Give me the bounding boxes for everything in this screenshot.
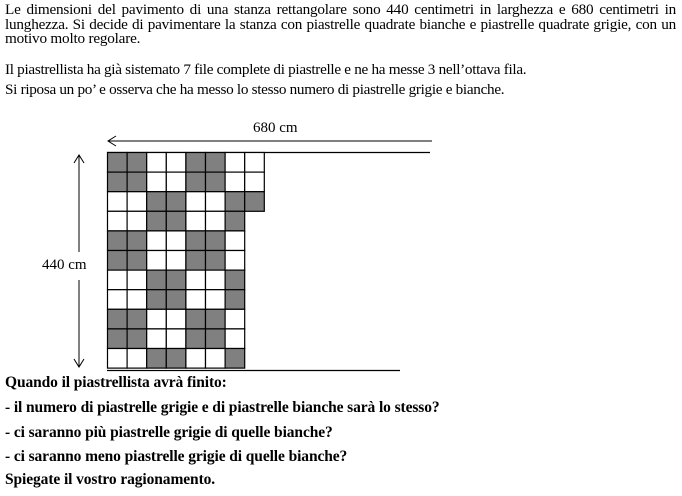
problem-line-tiles-placed: Il piastrellista ha già sistemato 7 file complete di piastrelle e ne ha messe 3 nell’ottava fila. [5,61,527,78]
grey-tile [166,211,186,231]
grey-tile [206,153,226,173]
white-tile [206,290,226,310]
grey-tile [108,231,128,251]
grey-tile [166,349,186,369]
white-tile [225,309,245,329]
white-tile [186,211,206,231]
grey-tile [186,251,206,271]
grey-tile [108,309,128,329]
question-fewer-grey: - ci saranno meno piastrelle grigie di quelle bianche? [5,448,348,465]
white-tile [127,192,147,212]
white-tile [147,153,167,173]
white-tile [206,192,226,212]
grey-tile [206,172,226,192]
questions-heading: Quando il piastrellista avrà finito: [5,374,227,391]
white-tile [108,349,128,369]
grey-tile [147,211,167,231]
grey-tile [225,270,245,290]
grey-tile [166,270,186,290]
white-tile [147,329,167,349]
white-tile [127,290,147,310]
white-tile [206,270,226,290]
grey-tile [127,231,147,251]
white-tile [108,290,128,310]
grey-tile [186,153,206,173]
white-tile [225,329,245,349]
grey-tile [127,309,147,329]
white-tile [186,192,206,212]
grey-tile [147,349,167,369]
white-tile [166,329,186,349]
white-tile [108,270,128,290]
white-tile [166,153,186,173]
white-tile [127,211,147,231]
white-tile [147,231,167,251]
white-tile [206,211,226,231]
grey-tile [127,251,147,271]
grey-tile [108,172,128,192]
white-tile [245,172,265,192]
white-tile [147,251,167,271]
grey-tile [186,231,206,251]
white-tile [225,251,245,271]
white-tile [147,172,167,192]
white-tile [147,309,167,329]
white-tile [166,251,186,271]
white-tile [127,349,147,369]
grey-tile [225,192,245,212]
white-tile [166,172,186,192]
grey-tile [108,251,128,271]
grey-tile [206,251,226,271]
grey-tile [206,329,226,349]
grey-tile [108,329,128,349]
length-arrow [108,136,432,146]
grey-tile [166,290,186,310]
grey-tile [186,309,206,329]
white-tile [206,349,226,369]
grey-tile [186,329,206,349]
white-tile [186,290,206,310]
white-tile [225,172,245,192]
grey-tile [166,192,186,212]
white-tile [108,211,128,231]
question-more-grey: - ci saranno più piastrelle grigie di quelle bianche? [5,424,333,441]
white-tile [186,270,206,290]
grey-tile [186,172,206,192]
grey-tile [127,329,147,349]
white-tile [166,309,186,329]
white-tile [225,153,245,173]
white-tile [127,270,147,290]
grey-tile [127,172,147,192]
grey-tile [206,231,226,251]
grey-tile [147,290,167,310]
white-tile [245,153,265,173]
grey-tile [147,270,167,290]
question-same-number: - il numero di piastrelle grigie e di piastrelle bianche sarà lo stesso? [5,399,440,416]
grey-tile [245,192,265,212]
grey-tile [147,192,167,212]
grey-tile [127,153,147,173]
white-tile [225,231,245,251]
grey-tile [225,211,245,231]
explain-reasoning: Spiegate il vostro ragionamento. [5,471,216,488]
white-tile [166,231,186,251]
white-tile [108,192,128,212]
problem-line-observation: Si riposa un po’ e osserva che ha messo lo stesso numero di piastrelle grigie e bianche. [5,81,505,98]
tile-grid [108,153,265,369]
problem-intro-paragraph: Le dimensioni del pavimento di una stanza rettangolare sono 440 centimetri in larghezza e 680 centimetri in lunghezza. Si decide di pavimentare la stanza con piastrelle quadrate bianche e piastrelle quadrate grigie, con un motivo molto regolare. [5,1,676,47]
width-label: 440 cm [42,257,87,273]
grey-tile [225,290,245,310]
grey-tile [108,153,128,173]
grey-tile [206,309,226,329]
length-label: 680 cm [253,120,298,136]
grey-tile [225,349,245,369]
white-tile [186,349,206,369]
